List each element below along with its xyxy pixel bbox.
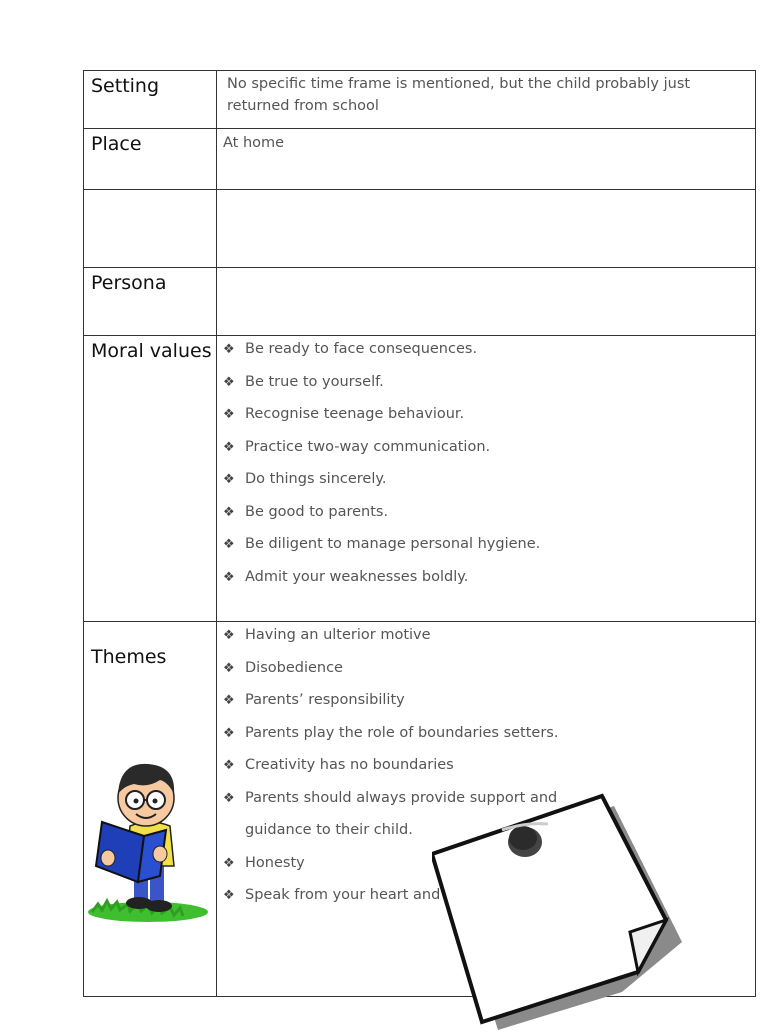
bullet-icon: ❖	[223, 888, 235, 903]
bullet-icon: ❖	[223, 569, 235, 585]
setting-value: No specific time frame is mentioned, but the child probably just returned from school	[227, 76, 691, 114]
list-item: ❖ Creativity has no boundaries	[223, 754, 755, 787]
list-item: ❖ Parents play the role of boundaries setters.	[223, 722, 755, 755]
moral-values-list	[217, 336, 755, 598]
bullet-icon: ❖	[223, 374, 235, 390]
bullet-icon: ❖	[223, 790, 235, 806]
list-item: ❖ Parents should always provide support and	[223, 787, 755, 820]
list-item: ❖ Be ready to face consequences.	[223, 338, 755, 371]
list-item: ❖ Parents’ responsibility	[223, 689, 755, 722]
bullet-icon: ❖	[223, 504, 235, 520]
bullet-icon: ❖	[223, 693, 235, 708]
row-moral-values	[84, 336, 756, 622]
themes-label: Themes	[91, 646, 167, 668]
list-item-continuation: guidance to their child.	[245, 822, 413, 838]
place-label: Place	[91, 133, 142, 155]
persona-label: Persona	[91, 272, 167, 294]
bullet-icon: ❖	[223, 342, 235, 357]
bullet-icon: ❖	[223, 407, 235, 422]
list-item: ❖ Practice two-way communication.	[223, 436, 755, 469]
moral-values-label: Moral values	[91, 340, 212, 362]
row-place	[84, 129, 756, 190]
bullet-icon: ❖	[223, 439, 235, 455]
bullet-icon: ❖	[223, 537, 235, 552]
sticky-note-pin-icon	[432, 792, 692, 1032]
row-setting	[84, 71, 756, 129]
blank-label	[84, 190, 216, 194]
list-item: ❖ Be true to yourself.	[223, 371, 755, 404]
list-item: ❖ Be diligent to manage personal hygiene.	[223, 533, 755, 566]
place-value: At home	[223, 135, 285, 151]
row-persona	[84, 268, 756, 336]
bullet-icon: ❖	[223, 855, 235, 871]
list-item: ❖ Do things sincerely.	[223, 468, 755, 501]
list-item: ❖ Be good to parents.	[223, 501, 755, 534]
list-item: ❖ Disobedience	[223, 657, 755, 690]
row-blank	[84, 190, 756, 268]
bullet-icon: ❖	[223, 472, 235, 487]
list-item: ❖ Recognise teenage behaviour.	[223, 403, 755, 436]
list-item: ❖ Speak from your heart and	[223, 884, 755, 917]
bullet-icon: ❖	[223, 660, 235, 676]
list-item: ❖ Admit your weaknesses boldly.	[223, 566, 755, 599]
list-item: ❖ Having an ulterior motive	[223, 624, 755, 657]
bullet-icon: ❖	[223, 725, 235, 741]
blank-value	[217, 190, 755, 192]
persona-value	[217, 268, 755, 270]
list-item: ❖ Honesty	[223, 852, 755, 885]
bullet-icon: ❖	[223, 628, 235, 643]
bullet-icon: ❖	[223, 758, 235, 773]
setting-label: Setting	[91, 75, 160, 97]
boy-reading-book-icon	[86, 740, 216, 930]
